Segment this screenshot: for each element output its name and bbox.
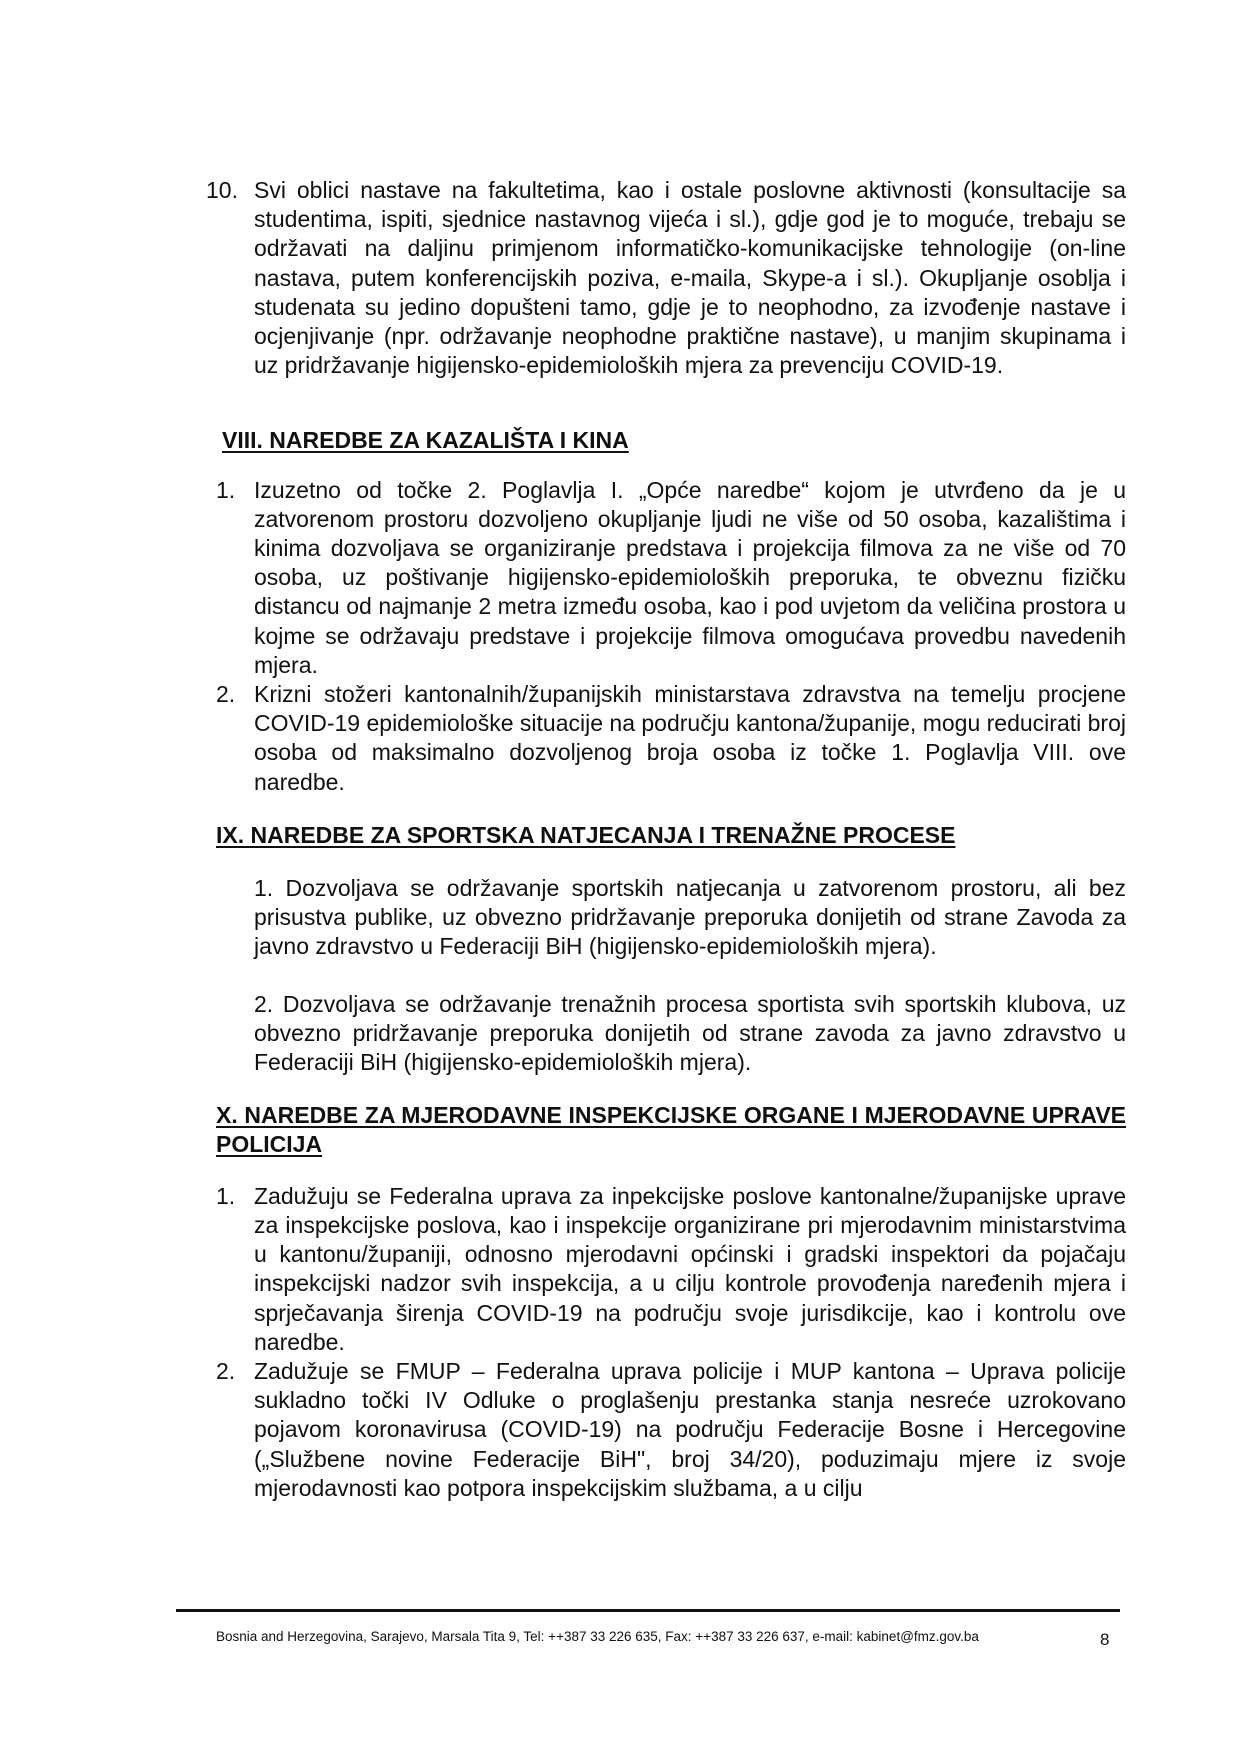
page-body (206, 176, 1126, 1503)
list-item-number: 2. (216, 681, 236, 708)
footer-address: Bosnia and Herzegovina, Sarajevo, Marsala Tita 9, Tel: ++387 33 226 635, Fax: ++387 33 226 637, e-mail: kabinet@fmz.gov.ba (216, 1629, 979, 1644)
list-item (216, 476, 1126, 680)
paragraph: 2. Dozvoljava se održavanje trenažnih procesa sportista svih sportskih klubova, uz obvezno pridržavanje preporuka donijetih od strane zavoda za javno zdravstvo u Federaciji BiH (higijensko-epidemioloških mjera). (254, 990, 1126, 1076)
list-item-text: Svi oblici nastave na fakultetima, kao i ostale poslovne aktivnosti (konsultacije sa studentima, ispiti, sjednice nastavnog vijeća i sl.), gdje god je to moguće, trebaju se održavati na daljinu primjenom informatičko-komunikacijske tehnologije (on-line nastava, putem konferencijskih poziva, e-maila, Skype-a i sl.). Okupljanje osoblja i studenata su jedino dopušteni tamo, gdje je to neophodno, za izvođenje nastave i ocjenjivanje (npr. održavanje neophodne praktične nastave), u manjim skupinama i uz pridržavanje higijensko-epidemioloških mjera za prevenciju COVID-19. (254, 177, 1126, 379)
list-item-text: Krizni stožeri kantonalnih/županijskih ministarstava zdravstva na temelju procjene COVID-19 epidemiološke situacije na području kantona/županije, mogu reducirati broj osoba od maksimalno dozvoljenog broja osoba iz točke 1. Poglavlja VIII. ove naredbe. (254, 681, 1126, 795)
section-heading-ix: IX. NAREDBE ZA SPORTSKA NATJECANJA I TRENAŽNE PROCESE (216, 821, 956, 848)
list-item-text: Zadužuju se Federalna uprava za inpekcijske poslove kantonalne/županijske uprave za inspekcijske poslova, kao i inspekcije organizirane pri mjerodavnim ministarstvima u kantonu/županiji, odnosno mjerodavni općinski i gradski inspektori da pojačaju inspekcijski nadzor svih inspekcija, a u cilju kontrole provođenja naređenih mjera i sprječavanja širenja COVID-19 na području svoje jurisdikcije, kao i kontrolu ove naredbe. (254, 1182, 1126, 1355)
footer-divider (176, 1609, 1120, 1612)
section-heading-x: X. NAREDBE ZA MJERODAVNE INSPEKCIJSKE ORGANE I MJERODAVNE UPRAVE POLICIJA (216, 1102, 1126, 1158)
list-item (216, 1357, 1126, 1503)
page-number: 8 (1100, 1630, 1110, 1649)
list-item-number: 2. (216, 1357, 236, 1384)
list-item-number: 1. (216, 476, 236, 503)
list-item-10 (206, 176, 1126, 380)
section-heading-viii: VIII. NAREDBE ZA KAZALIŠTA I KINA (222, 427, 629, 454)
list-item-text: Izuzetno od točke 2. Poglavlja I. „Opće naredbe“ kojom je utvrđeno da je u zatvorenom prostoru dozvoljeno okupljanje ljudi ne više od 50 osoba, kazalištima i kinima dozvoljava se organiziranje predstava i projekcija filmova za ne više od 70 osoba, uz poštivanje higijensko-epidemioloških preporuka, te obveznu fizičku distancu od najmanje 2 metra između osoba, kao i pod uvjetom da veličina prostora u kojme se održavaju predstave i projekcije filmova omogućava provedbu navedenih mjera. (254, 476, 1126, 678)
list-item-number: 10. (206, 177, 238, 203)
list-item-number: 1. (216, 1182, 236, 1209)
paragraph: 1. Dozvoljava se održavanje sportskih natjecanja u zatvorenom prostoru, ali bez prisustva publike, uz obvezno pridržavanje preporuka donijetih od strane Zavoda za javno zdravstvo u Federaciji BiH (higijensko-epidemioloških mjera). (254, 875, 1126, 960)
list-item (216, 680, 1126, 797)
list-item (216, 1182, 1126, 1357)
list-item-text: Zadužuje se FMUP – Federalna uprava policije i MUP kantona – Uprava policije sukladno točki IV Odluke o proglašenju prestanka stanja nesreće uzrokovano pojavom koronavirusa (COVID-19) na području Federacije Bosne i Hercegovine („Službene novine Federacije BiH", broj 34/20), poduzimaju mjere iz svoje mjerodavnosti kao potpora inspekcijskim službama, a u cilju (254, 1357, 1126, 1501)
